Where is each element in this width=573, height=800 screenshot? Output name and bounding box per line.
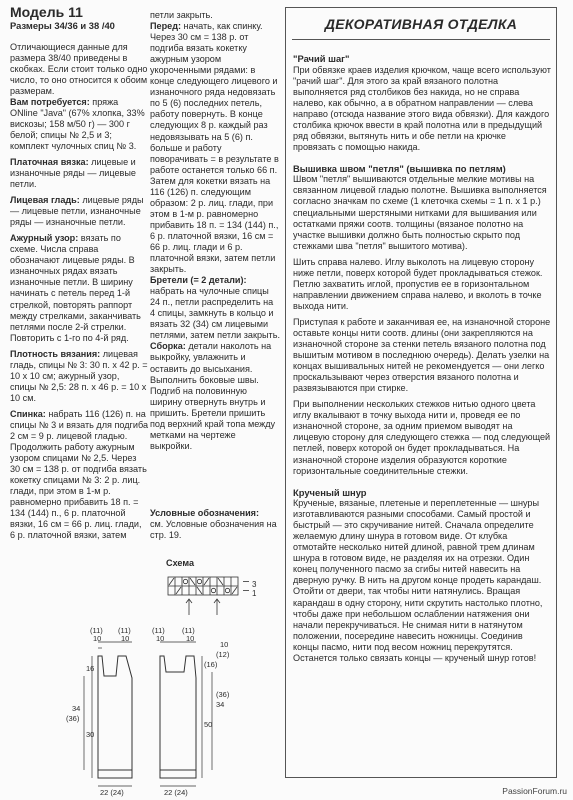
- intro-text: Отличающиеся данные для размера 38/40 приведены в скобках. Если стоит только одно число, то оно относится к обоим размерам.: [10, 41, 148, 96]
- straps-label: Бретели (= 2 детали):: [150, 275, 247, 286]
- front-paragraph: [150, 21, 280, 275]
- front-label: Перед:: [150, 21, 182, 32]
- legend-text: см. Условные обозначения на стр. 19.: [150, 519, 277, 541]
- stockinette-paragraph: [10, 195, 148, 228]
- section-loop-stitch-text-2: Шить справа налево. Иглу выколоть на лицевую сторону ниже петли, поверх которой будет прокладываться стежок. Петлю захватить иглой, пропустив ее в горизонтальном направлении движением справа налево, и вколоть в точке выхода нити.: [293, 256, 543, 311]
- dim-right-top-4: 10: [186, 634, 195, 643]
- assembly-text: детали наколоть на выкройку, увлажнить и оставить до высыхания. Выполнить боковые швы. Подгиб на половинную ширину отвернуть внутрь и пришить. Бретели пришить под верхний край топа между метками на чертеже выкройки.: [150, 341, 276, 451]
- lace-label: Ажурный узор:: [10, 233, 79, 244]
- section-twisted-cord-text: Крученые, вязаные, плетеные и переплетенные — шнуры изготавливаются разными способами. Самый простой и быстрый — это скручивание нитей. Сначала определите желаемую длину шнура в готовом виде. От клубка отмотайте несколько нитей длиной, равной трем длинам шнура в готовом виде, не разделяя их на отрезки. Один конец полученного пасмо за сгибы нитей навесить на дверную ручку. В нить на другом конце продеть карандаш. Отойти от двери, так чтобы нити натянулись. Вращая карандаш в одну сторону, нити скрутить настолько плотно, чтобы даже при небольшом ослаблении натяжения они начали перекручиваться. Не снимая нити в натянутом положении, посередине навесить ножницы. Соединив концы пасмо, нити под весом ножниц перекрутятся. Останется только связать концы — крученый шнур готов!: [293, 498, 543, 663]
- box-title: ДЕКОРАТИВНАЯ ОТДЕЛКА: [324, 16, 518, 32]
- materials-paragraph: [10, 97, 148, 152]
- chart-row-1: 1: [252, 589, 257, 598]
- column-middle: [150, 10, 280, 452]
- dim-left-bottom: 22 (24): [100, 788, 124, 797]
- materials-label: Вам потребуется:: [10, 96, 90, 107]
- dim-right-top-2: 10: [156, 634, 165, 643]
- lace-paragraph: [10, 233, 148, 343]
- dim-right-side-6: 10: [220, 640, 229, 649]
- chart-row-3: 3: [252, 580, 257, 589]
- dim-left-side-1: 34: [72, 704, 81, 713]
- section-loop-stitch-text-4: При выполнении нескольких стежков нитью одного цвета иглу вкалывают в точку выхода нити и, проведя ее по изнаночной стороне, за одним приемом выводят на лицевую сторону для следующего стежка — под следующей петлей, поверх которой он будет прокладываться. На изнаночной стороне изделия образуются короткие горизонтальные соединительные стежки.: [293, 399, 551, 476]
- stitch-chart: [150, 558, 285, 626]
- back-label: Спинка:: [10, 408, 46, 419]
- garter-text: лицевые и изнаночные ряды — лицевые петли.: [10, 156, 136, 190]
- straps-text: набрать на чулочные спицы 24 п., петли распределить на 4 спицы, замкнуть в кольцо и вязать 32 (34) см лицевыми петлями, затем петли закрыть.: [150, 286, 280, 341]
- page-title: Модель 11: [10, 4, 83, 20]
- gauge-text: лицевая гладь, спицы № 3: 30 п. x 42 р. = 10 x 10 см; ажурный узор, спицы № 2,5: 28 п. x 46 р. = 10 x 10 см.: [10, 348, 148, 403]
- box-divider: [292, 39, 550, 40]
- dim-left-side-2: (36): [66, 714, 80, 723]
- materials-text: пряжа ONline "Java" (67% хлопка, 33% вискозы; 158 м/50 г) — 300 г белой; спицы № 2,5 и 3; комплект чулочных спиц № 3.: [10, 96, 145, 151]
- dim-right-side-5: (12): [216, 650, 230, 659]
- section-twisted-cord-title: Крученый шнур: [293, 486, 367, 498]
- dim-right-side-4: 50: [204, 720, 213, 729]
- stockinette-label: Лицевая гладь:: [10, 195, 80, 206]
- column-left: [10, 20, 148, 542]
- section-loop-stitch-text-3: Приступая к работе и заканчивая ее, на изнаночной стороне оставьте концы нити соотв. длины (они закрепляются на изнаночной стороне за стенки петель вязаного полотна под вышитым мотивом в последнюю очередь). Делать узелки на концах вышивальных нитей не рекомендуется — они легко проскальзывают через отверстия вязаного полотна и развязываются при стирке.: [293, 316, 551, 394]
- dim-right-bottom: 22 (24): [164, 788, 188, 797]
- garter-label: Платочная вязка:: [10, 156, 89, 167]
- back-paragraph: [10, 409, 148, 542]
- watermark: PassionForum.ru: [502, 786, 567, 796]
- dim-right-side-3: (16): [204, 660, 218, 669]
- gauge-label: Плотность вязания:: [10, 348, 101, 359]
- dim-right-side-2: 34: [216, 700, 225, 709]
- legend-label: Условные обозначения:: [150, 508, 259, 518]
- sizes-heading: Размеры 34/36 и 38 /40: [10, 20, 115, 31]
- dim-left-top-4: 10: [121, 634, 130, 643]
- gauge-paragraph: [10, 349, 148, 404]
- dim-right-top-1: (11): [152, 626, 165, 635]
- section-crab-stitch-title: "Рачий шаг": [293, 53, 350, 64]
- assembly-label: Сборка:: [150, 341, 186, 352]
- garter-paragraph: [10, 157, 148, 190]
- straps-paragraph: [150, 275, 280, 341]
- section-loop-stitch-title: Вышивка швом "петля" (вышивка по петлям): [293, 162, 506, 174]
- section-loop-stitch-text-1: Швом "петля" вышиваются отдельные мелкие мотивы на связанном лицевой гладью полотне. Вышивка выполняется согласно значкам по схеме (1 клеточка схемы = 1 п. x 1 р.) специальными шерстяными нитками для вышивания или остатками пряжи соотв. толщины (вязаное полотно на участке вышивки должно быть полностью скрыто под стежками шва "петля" вышитого мотива).: [293, 174, 547, 251]
- front-text: начать, как спинку. Через 30 см = 138 р. от подгиба вязать кокетку ажурным узором укороченными рядами: в конце следующего лицевого и изнаночного ряда недовязать по 5 (6) последних петель, работу повернуть. В конце следующих 8 р. каждый раз недовязывать на 5 (6) п. больше и работу поворачивать = в результате в работе останется только 66 п. Затем для кокетки вязать на 116 (126) п. следующим образом: 2 р. лиц. глади, при этом в 1-м р. равномерно прибавить 18 п. = 134 (144) п., 6 р. платочной вязки, 16 см = 66 р. лиц. глади и 6 р. платочной вязки, затем петли закрыть.: [150, 21, 279, 275]
- stockinette-text: лицевые ряды — лицевые петли, изнаночные ряды — изнаночные петли.: [10, 195, 144, 228]
- assembly-paragraph: [150, 341, 280, 451]
- dim-right-side-1: (36): [216, 690, 230, 699]
- dim-left-top-2: 10: [93, 634, 102, 643]
- dim-left-top-3: (11): [118, 626, 131, 635]
- section-crab-stitch-text: При обвязке краев изделия крючком, чаще всего используют "рачий шаг". Для этого за край вязаного полотна выполняется ряд столбиков без накида, но не справа налево, как обычно, а в обратном направлении — слева направо (отсюда название этого вида обвязки). Для каждого столбика крючок ввести в край полотна или в предыдущий ряд обвязки, вытянуть нить и обе петли на крючке провязать с помощью накида.: [293, 64, 551, 152]
- dim-left-side-3: 16: [86, 664, 95, 673]
- back-continued: петли закрыть.: [150, 10, 213, 20]
- diagram-labels: [0, 620, 285, 800]
- lace-text: вязать по схеме. Числа справа обозначают лицевые ряды. В изнаночных рядах вязать изнаночные петли. В ширину начинать с петель перед 1-й стрелкой, повторять раппорт между стрелками, заканчивать петлями после 2-й стрелки. Повторить с 1-го по 4-й ряд.: [10, 233, 141, 343]
- back-text: набрать 116 (126) п. на спицы № 3 и вязать для подгиба 2 см = 9 р. лицевой гладью. Продолжить работу ажурным узором спицами № 2,5. Через 30 см = 138 р. от подгиба вязать кокетку спицами № 3: 2 р. лиц. глади, при этом в 1-м р. равномерно прибавить 18 п. = 134 (144) п., 6 р. платочной вязки, 16 см = 66 р. лиц. глади, 6 р. платочной вязки, затем: [10, 408, 149, 541]
- decorative-finishing-box: [285, 7, 557, 778]
- chart-grid: [150, 575, 285, 621]
- legend-block: [150, 508, 280, 541]
- chart-label: Схема: [166, 558, 195, 568]
- dim-left-side-4: 30: [86, 730, 95, 739]
- dim-left-top-1: (11): [90, 626, 103, 635]
- dim-right-top-3: (11): [182, 626, 195, 635]
